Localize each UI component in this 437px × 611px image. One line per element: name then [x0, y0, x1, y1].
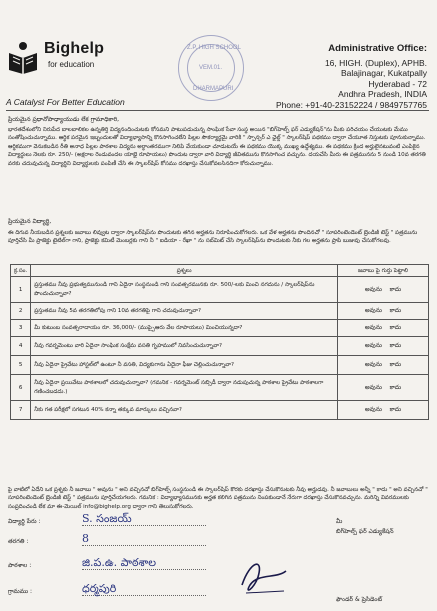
village-field[interactable]: ధర్మపురి	[82, 583, 206, 596]
closing-text: మీ	[336, 518, 343, 525]
row-question: నీవు గవర్నమెంటు వారి ఏదైనా సాంఘిక సంక్షేమ వసతి గృహములో నివసించుచున్నావా?	[31, 337, 338, 356]
answer-no[interactable]: కాదు	[389, 406, 402, 413]
salutation-student: ప్రియమైన విద్యార్థి,	[8, 218, 52, 225]
row-number: 7	[11, 401, 31, 420]
answer-yes[interactable]: అవును	[364, 342, 382, 349]
bighelp-logo-icon	[6, 40, 40, 74]
stamp-mid-text: VEM.01.	[199, 65, 223, 71]
stamp-bottom-text: DHARMAPURI	[193, 86, 234, 92]
student-paragraph: ఈ దిగువ నీయబడిన ప్రశ్నలకు జవాబు లివ్వుట ద్వారా స్కాలర్‌షిప్‌ను పొందుటకు తగిన అర్హతను నిరూపించుకోగలరు. ఒక వేళ అర్హతను పొందినచో " సూపరింటెండెంట్ బ్రెండిజీ టెస్ట్ " పత్రమును పూర్తిచేసి మీ ప్రాజెక్టు టైటిల్‌గా గాని, ప్రాజెక్టు కమిటీ మెంబర్లకు గాని నీ " ఐడియా - రేఖా " ను సబ్‌మిట్ చేసి స్కాలర్‌షిప్‌ను పొందుటకు నీకు గల అర్హతను ప్రాపి బుజువు చేసుకోగలవు.	[8, 230, 418, 245]
answer-no[interactable]: కాదు	[389, 324, 402, 331]
answer-yes[interactable]: అవును	[364, 324, 382, 331]
answer-yes[interactable]: అవును	[364, 361, 382, 368]
office-line: Hyderabad - 72	[368, 78, 427, 89]
table-row	[11, 375, 429, 401]
row-question: ప్రస్తుతము నీవు 5వ తరగతిలోపు గాని 10వ తరగతిపై గాని చదువుచున్నావా?	[31, 303, 338, 320]
col-serial: క్ర.సం.	[11, 265, 31, 277]
brand-subtitle: for education	[48, 60, 95, 69]
answer-yes[interactable]: అవును	[364, 285, 382, 293]
brand-tagline: A Catalyst For Better Education	[6, 97, 125, 107]
village-label: గ్రామము :	[8, 588, 33, 595]
class-label: తరగతి :	[8, 538, 29, 545]
row-answer[interactable]	[338, 303, 429, 320]
office-line: Andhra Pradesh, INDIA	[338, 89, 427, 99]
row-question: మీ కుటుంబ సంవత్సరాదాయం రూ. 36,000/- (ముప్పైఆరు వేల రూపాయలు) మించియున్నదా?	[31, 320, 338, 337]
answer-no[interactable]: కాదు	[389, 383, 402, 391]
row-number: 5	[11, 356, 31, 375]
table-row	[11, 320, 429, 337]
student-name-field[interactable]: S. సంజయ్	[82, 513, 206, 526]
row-answer[interactable]	[338, 401, 429, 420]
answer-no[interactable]: కాదు	[389, 285, 402, 293]
row-answer[interactable]	[338, 356, 429, 375]
school-stamp	[178, 35, 244, 101]
table-header-row	[11, 265, 429, 277]
office-line: 16, HIGH. (Duplex), APHB.	[324, 57, 427, 68]
row-number: 6	[11, 375, 31, 401]
brand-name: Bighelp	[44, 40, 105, 57]
table-row	[11, 303, 429, 320]
row-question: ప్రస్తుతము నీవు ప్రభుత్వమునుండి గాని ఏదైనా సంస్థనుండి గాని సంవత్సరమునకు రూ. 500/-లకు మించి నగదును / స్కాలర్‌షిప్‌ను పొందుచున్నావా?	[31, 277, 338, 303]
signature-image	[236, 555, 292, 599]
eligibility-table	[10, 264, 429, 420]
office-address	[276, 44, 427, 110]
answer-yes[interactable]: అవును	[364, 406, 382, 413]
row-number: 3	[11, 320, 31, 337]
table-row	[11, 277, 429, 303]
col-question: ప్రశ్నలు	[31, 265, 338, 277]
row-number: 4	[11, 337, 31, 356]
school-field[interactable]: జి.ప.ఉ. పాఠశాల	[82, 557, 206, 570]
row-question: నీకు గత పరీక్షలో సగటున 40% కన్నా తక్కువ మార్కులు వచ్చినవా?	[31, 401, 338, 420]
row-number: 2	[11, 303, 31, 320]
table-row	[11, 356, 429, 375]
row-answer[interactable]	[338, 277, 429, 303]
answer-no[interactable]: కాదు	[389, 342, 402, 349]
answer-yes[interactable]: అవును	[364, 383, 382, 391]
row-number: 1	[11, 277, 31, 303]
header-divider	[6, 110, 429, 111]
signatory-title: ఫౌండర్ & ప్రెసిడెంట్	[336, 596, 383, 603]
table-row	[11, 337, 429, 356]
row-answer[interactable]	[338, 375, 429, 401]
table-row	[11, 401, 429, 420]
org-name: బిగ్‌హెల్ప్ ఫర్ ఎడ్యుకేషన్	[336, 528, 394, 535]
intro-paragraph: భారతదేశంలోని నిరుపేద బాలబాలికల ఉన్నతిర్తి విద్యనందించుటకు కోసమని పాటుపడుచున్న సాంఘిక సేవా సంస్థ అయిన "బిగ్‌హెల్ప్ ఫర్ ఎడ్యుకేషన్"ను మీకు పరిచయం చేయుటకు మేము సంతోషించుచున్నాము. ఆర్థిక పరమైన ఇబ్బందులతో విద్యాభ్యాసాన్ని కొనసాగించలేని పిల్లల సౌకర్యార్థమై వారికి " స్పాన్సర్ ఎ ఛైల్డ్ " స్కాలర్‌షిప్ పథకము ద్వారా చేయూత నిస్తుటకు పూనుకున్నాము. ఆర్థికముగా వెనుకబడిన రీతి అనాధ పిల్లల పాఠశాల విద్యను అర్ధాంతరముగా నిలిపి వేయకుండా చూడుటయే ఈ పథకము యొక్క ముఖ్య ఉద్దేశ్యము. ఈ పథకము క్రింద అర్హులైనటువంటి ఎంపికైన విద్యార్థులు నెలకు రూ. 250/- (అక్షరాల రెండువందల యాభై రూపాయలు) పొందుట ద్వారా వారి విద్యార్థి జీవితమును కొనసాగించ వచ్చును. దయచేసి మీరు ఈ పత్రమునను 5 నుండి 10వ తరగతి వరకు చదువుచున్న విద్యార్థిని విద్యార్థులకు పంపిణీ చేసి ఈ స్కాలర్‌షిప్ కోసము దరఖాస్తు చేసుకోవలసినదిగా కోరుచున్నాము.	[8, 127, 426, 167]
office-phone: Phone: +91-40-23152224 / 9849757765	[275, 99, 427, 110]
class-field[interactable]: 8	[82, 533, 206, 546]
stamp-top-text: Z.P. HIGH SCHOOL	[187, 45, 241, 51]
student-name-label: విద్యార్థి పేరు :	[8, 518, 41, 525]
instructions-paragraph: పై వాటిలో ఏదేని ఒక ప్రశ్నకు నీ జవాబు " అవును " అని వచ్చినచో బిగ్‌హెల్ప్ సంస్థనుండి ఈ స్కాలర్‌షిప్ కొరకు దరఖాస్తు చేసుకొనుటకు నీవు అర్హుడవు. నీ జవాబులు అన్నీ " కాదు " అని వచ్చినచో " సూపరింటెండెంట్ బ్రెండిజీ టెస్ట్ " పత్రమును పూర్తిచేయగలరు. గమనిక : విద్యాభ్యాసమునకు అర్హత కలిగిన పత్రమును నింపకుండానే నేరుగా దరఖాస్తు చేసుకొనవచ్చును. మరిన్ని వివరములకు సంప్రదించండి లేక మా ఈ-మెయిల్ info@bighelp.org ద్వారా గాని తెలుసుకోగలరు.	[8, 487, 428, 510]
answer-no[interactable]: కాదు	[389, 361, 402, 368]
salutation-headmaster: ప్రియమైన ప్రధానోపాధ్యాయుడు లేక గ్రామాధికారి,	[8, 116, 120, 123]
office-line: Balajinagar, Kukatpally	[340, 68, 427, 78]
row-answer[interactable]	[338, 320, 429, 337]
row-answer[interactable]	[338, 337, 429, 356]
school-label: పాఠశాల :	[8, 562, 32, 569]
answer-no[interactable]: కాదు	[389, 307, 402, 314]
office-title: Administrative Office:	[328, 43, 427, 54]
row-question: నీవు ఏదైనా ప్రైవేటు హాస్టల్‌లో ఉంటూ నీ వసతి, విద్యకుగాను ఏదైనా ఫీజు చెల్లించుచున్నావా?	[31, 356, 338, 375]
row-question: నీవు ఏదైనా ప్రయివేటు పాఠశాలలో చదువుచున్నావా? (గమనిక - గవర్నమెంట్ సబ్సిడీ ద్వారా నడుపుచున్న పాఠశాల ప్రైవేటు పాఠశాలగా గణించబడదు.)	[31, 375, 338, 401]
answer-yes[interactable]: అవును	[364, 307, 382, 314]
col-answer: జవాబు పై గుర్తు పెట్టాలి	[338, 265, 429, 277]
